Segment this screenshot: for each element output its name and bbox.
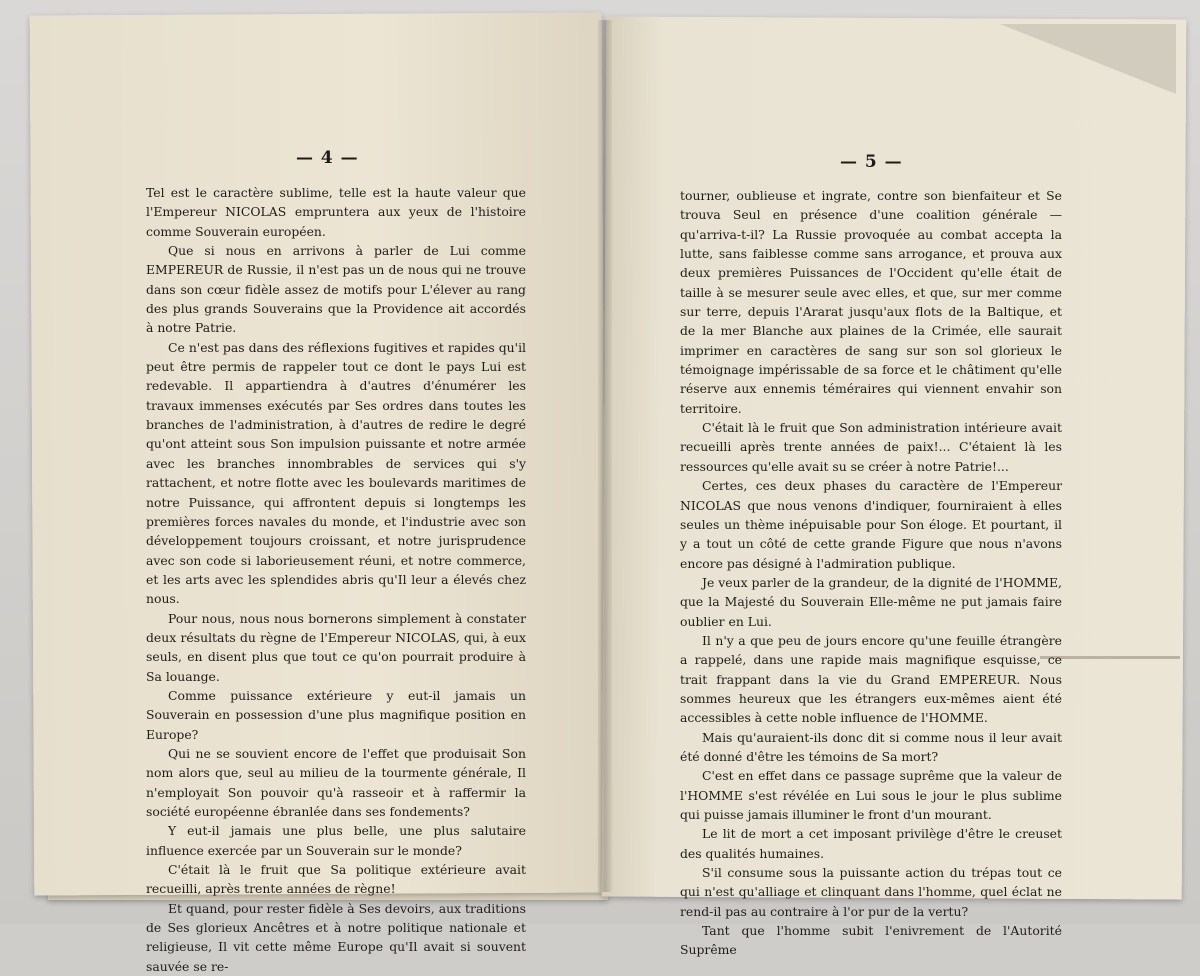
left-page-text [146, 183, 526, 976]
right-page-text [680, 186, 1062, 960]
paragraph: Le lit de mort a cet imposant privilège d'être le creuset des qualités humaines. [680, 826, 1062, 861]
folded-corner [1000, 24, 1176, 94]
paragraph: C'est en effet dans ce passage suprême que la valeur de l'HOMME s'est révélée en Lui sous le jour le plus sublime qui puisse jamais illuminer le front d'un mourant. [680, 768, 1062, 822]
paragraph: C'était là le fruit que Sa politique extérieure avait recueilli, après trente années de règne! [146, 862, 526, 897]
paragraph: Tant que l'homme subit l'enivrement de l'Autorité Suprême [680, 923, 1062, 958]
paragraph: S'il consume sous la puissante action du trépas tout ce qui n'est qu'alliage et clinquant dans l'homme, quel éclat ne rend-il pas au contraire à l'or pur de la vertu? [680, 865, 1062, 919]
paragraph: Il n'y a que peu de jours encore qu'une feuille étrangère a rappelé, dans une rapide mais magnifique esquisse, ce trait frappant dans la vie du Grand EMPEREUR. Nous sommes heureux que les étrangers eux-mêmes aient été accessibles à cette noble influence de l'HOMME. [680, 632, 1062, 726]
paragraph: Qui ne se souvient encore de l'effet que produisait Son nom alors que, seul au milieu de la tourmente générale, Il n'employait Son pouvoir qu'à rasseoir et à raffermir la société européenne ébranlée dans ses fondements? [146, 745, 526, 819]
paragraph: Ce n'est pas dans des réflexions fugitives et rapides qu'il peut être permis de rappeler tout ce dont le pays Lui est redevable. Il appartiendra à d'autres d'énumérer les travaux immenses exécutés par Ses ordres dans toutes les branches de l'administration, à d'autres de redire le degré qu'ont atteint sous Son impulsion puissante et notre armée avec les branches innombrables de services qui s'y rattachent, et notre flotte avec les boulevards maritimes de notre Puissance, qui affrontent depuis si longtemps les premières forces navales du monde, et l'industrie avec son développement toujours croissant, et notre jurisprudence avec son code si laborieusement réuni, et notre commerce, et les arts avec les splendides abris qu'Il leur a élevés chez nous. [146, 339, 526, 607]
book-spine [598, 20, 612, 892]
paragraph: Mais qu'auraient-ils donc dit si comme nous il leur avait été donné d'être les témoins de Sa mort? [680, 729, 1062, 764]
paragraph: Tel est le caractère sublime, telle est la haute valeur que l'Empereur NICOLAS empruntera aux yeux de l'histoire comme Souverain européen. [146, 185, 526, 239]
paragraph: Que si nous en arrivons à parler de Lui comme EMPEREUR de Russie, il n'est pas un de nous qui ne trouve dans son cœur fidèle assez de motifs pour L'élever au rang des plus grands Souverains que la Providence ait accordés à notre Patrie. [146, 243, 526, 336]
paragraph: tourner, oublieuse et ingrate, contre son bienfaiteur et Se trouva Seul en présence d'une coalition générale — qu'arriva-t-il? La Russie provoquée au combat accepta la lutte, sans faiblesse comme sans arrogance, et prouva aux deux premières Puissances de l'Occident qu'elle était de taille à se mesurer seule avec elles, et que, sur mer comme sur terre, depuis l'Ararat jusqu'aux flots de la Baltique, et de la mer Blanche aux plaines de la Crimée, elle saurait imprimer en caractères de sang sur son sol glorieux le témoignage impérissable de sa force et le châtiment qu'elle réserve aux ennemis téméraires qui viennent envahir son territoire. [680, 188, 1062, 416]
paragraph: Comme puissance extérieure y eut-il jamais un Souverain en possession d'une plus magnifique position en Europe? [146, 687, 526, 742]
page-number-left: — 4 — [296, 148, 359, 168]
paragraph: Y eut-il jamais une plus belle, une plus salutaire influence exercée par un Souverain sur le monde? [146, 823, 526, 858]
paragraph: Je veux parler de la grandeur, de la dignité de l'HOMME, que la Majesté du Souverain Elle-même ne put jamais faire oublier en Lui. [680, 574, 1062, 629]
page-number-right: — 5 — [840, 152, 903, 172]
paragraph: Certes, ces deux phases du caractère de l'Empereur NICOLAS que nous venons d'indiquer, fourniraient à elles seules un thème inépuisable pour Son éloge. Et pourtant, il y a tout un côté de cette grande Figure que nous n'avons encore pas désigné à l'admiration publique. [680, 478, 1062, 571]
paragraph: Pour nous, nous nous bornerons simplement à constater deux résultats du règne de l'Empereur NICOLAS, qui, à eux seuls, en disent plus que tout ce qu'on pourrait produire à Sa louange. [146, 610, 526, 684]
paragraph: Et quand, pour rester fidèle à Ses devoirs, aux traditions de Ses glorieux Ancêtres et à notre politique nationale et religieuse, Il vit cette même Europe qu'Il avait si souvent sauvée se re- [146, 900, 526, 974]
paragraph: C'était là le fruit que Son administration intérieure avait recueilli après trente années de paix!... C'étaient là les ressources qu'elle avait su se créer à notre Patrie!... [680, 420, 1062, 474]
